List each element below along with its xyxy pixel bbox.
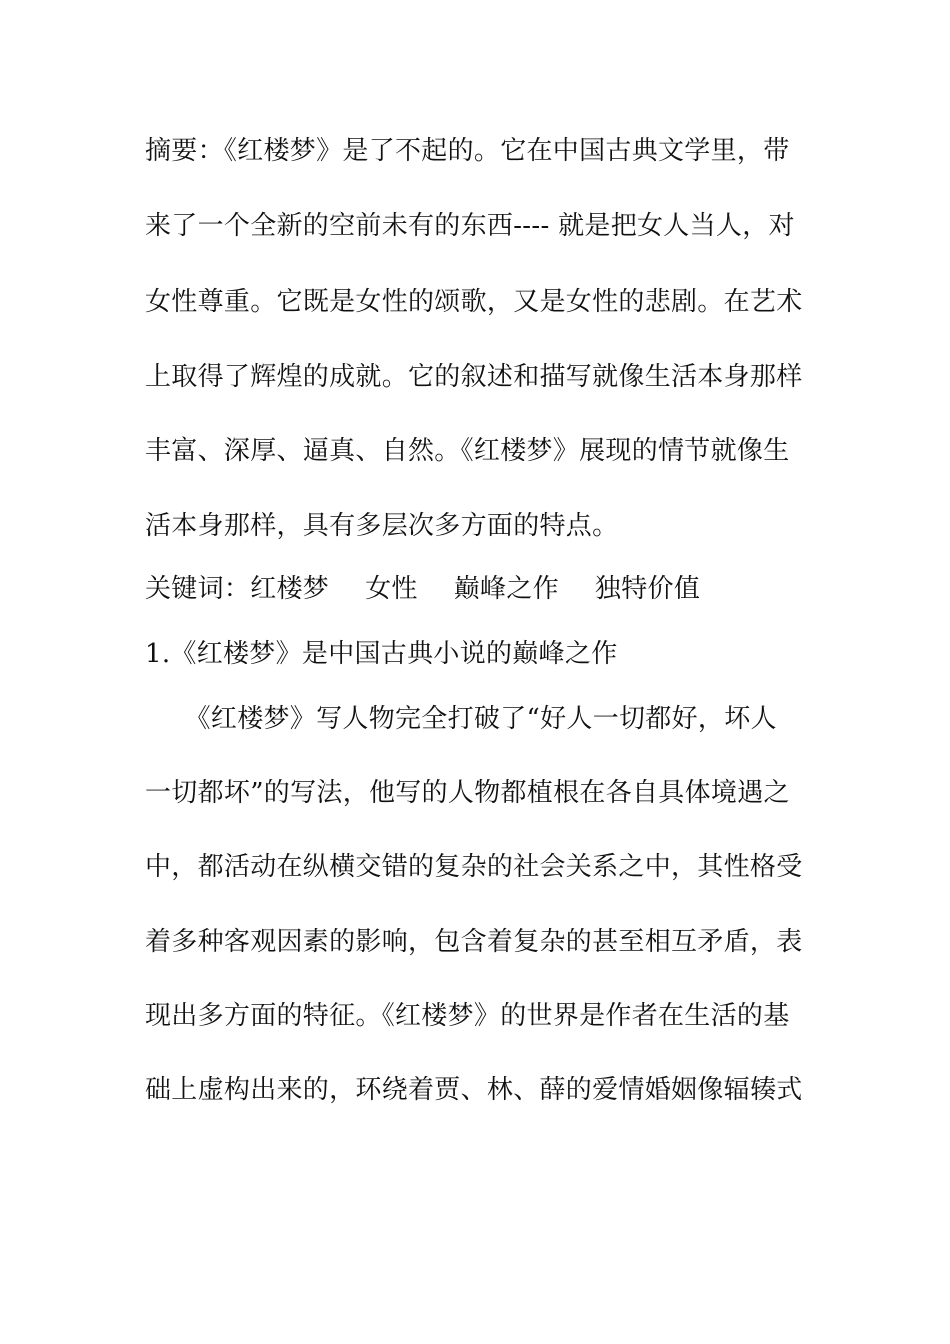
abstract-line-2: 来了一个全新的空前未有的东西---- 就是把女人当人，对 [145,211,795,241]
body-line-2: 一切都坏”的写法，他写的人物都植根在各自具体境遇之 [145,778,790,808]
keyword-term: 巅峰之作 [453,574,559,604]
body-line-6: 础上虚构出来的，环绕着贾、林、薛的爱情婚姻像辐辏式 [145,1075,803,1105]
body-line-1: 《红楼梦》写人物完全打破了“好人一切都好，坏人 [145,704,777,734]
body-line-3: 中，都活动在纵横交错的复杂的社会关系之中，其性格受 [145,852,803,882]
abstract-line-5: 丰富、深厚、逼真、自然。《红楼梦》展现的情节就像生 [145,436,790,466]
keywords-line [145,572,700,606]
keyword-term: 女性 [365,574,418,604]
abstract-line-4: 上取得了辉煌的成就。它的叙述和描写就像生活本身那样 [145,362,803,392]
keywords-label: 关键词： [145,574,251,604]
abstract-line-1: 摘要：《红楼梦》是了不起的。它在中国古典文学里，带 [145,136,790,166]
body-line-4: 着多种客观因素的影响，包含着复杂的甚至相互矛盾，表 [145,927,803,957]
keyword-term: 独特价值 [594,574,701,604]
keyword-term: 红楼梦 [250,574,330,604]
body-line-5: 现出多方面的特征。《红楼梦》的世界是作者在生活的基 [145,1001,790,1031]
section-heading: 1.《红楼梦》是中国古典小说的巅峰之作 [145,639,618,669]
abstract-line-3: 女性尊重。它既是女性的颂歌，又是女性的悲剧。在艺术 [145,287,803,317]
abstract-line-6: 活本身那样，具有多层次多方面的特点。 [145,511,619,541]
